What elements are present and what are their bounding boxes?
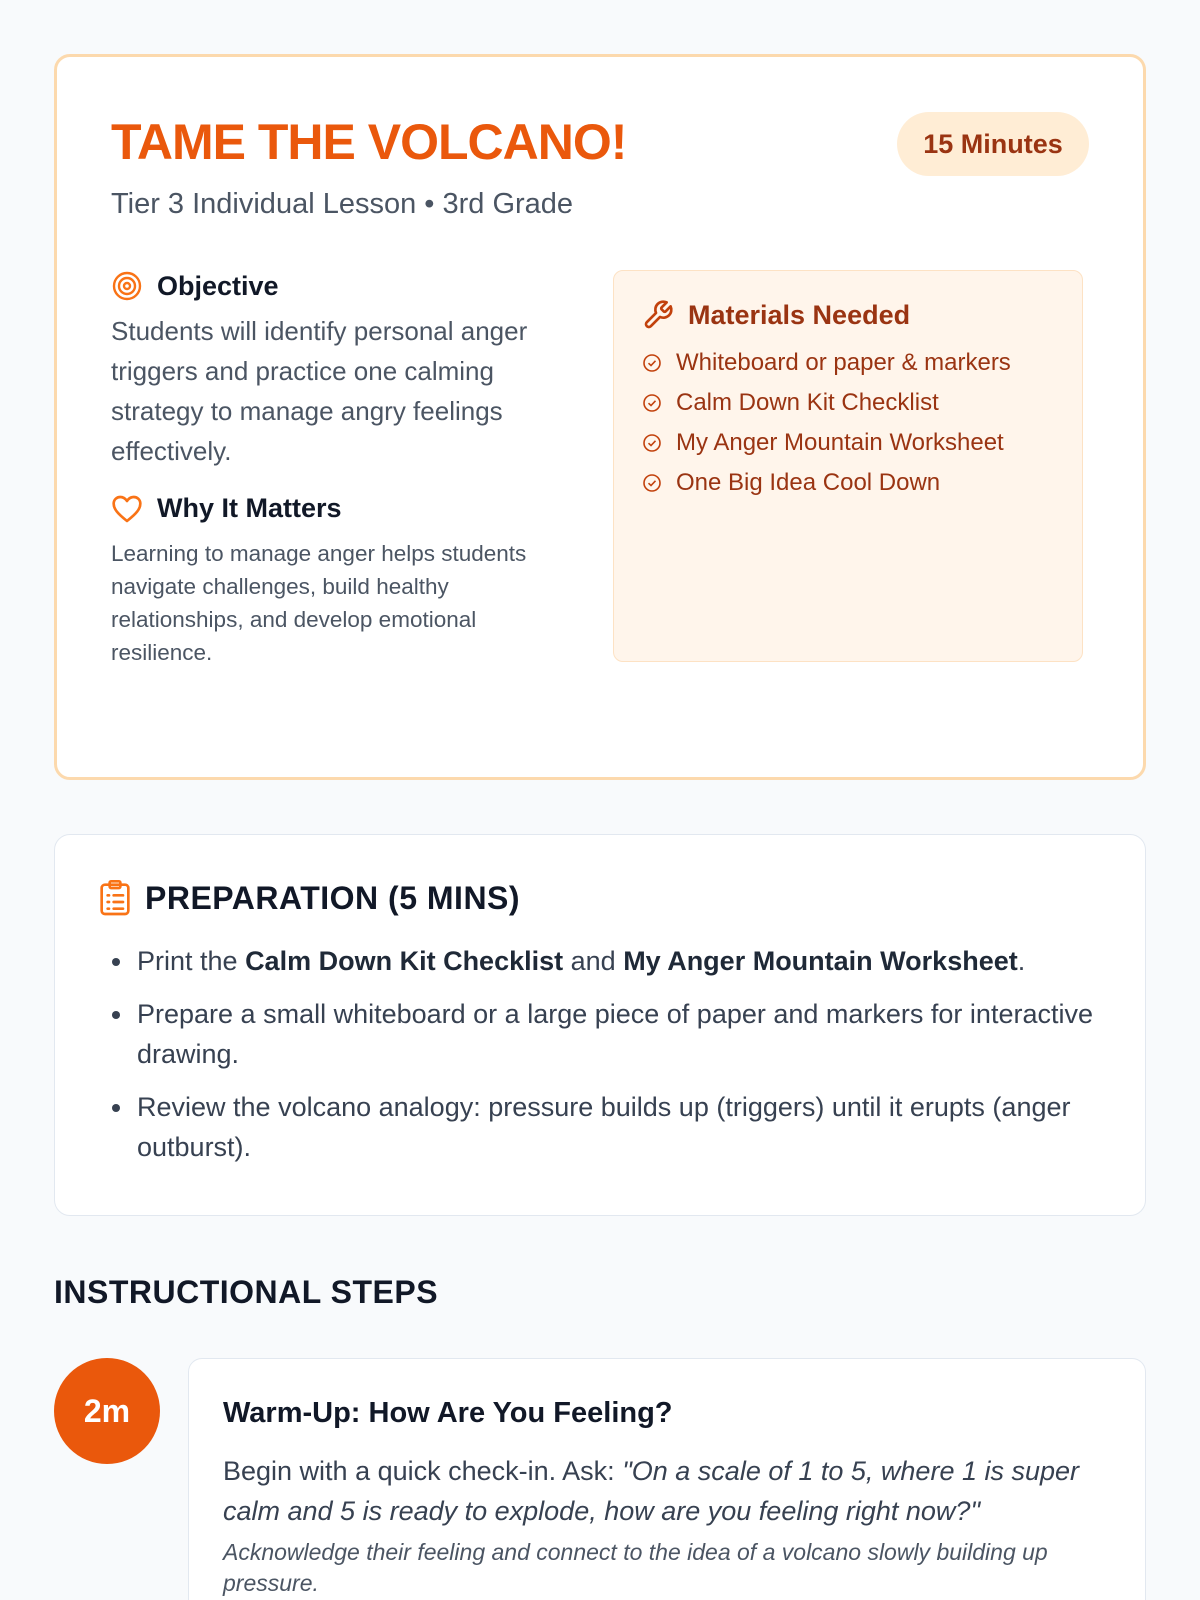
- prep-bold-checklist: Calm Down Kit Checklist: [245, 946, 564, 976]
- materials-item-label: One Big Idea Cool Down: [676, 469, 941, 496]
- target-icon: [111, 270, 143, 302]
- materials-panel: [613, 270, 1083, 662]
- preparation-label: PREPARATION (5 MINS): [145, 879, 521, 916]
- step-title: Warm-Up: How Are You Feeling?: [223, 1397, 673, 1429]
- step-note: Acknowledge their feeling and connect to the idea of a volcano slowly building up pressure.: [223, 1539, 1048, 1596]
- step-intro: Begin with a quick check-in. Ask:: [223, 1456, 623, 1486]
- step-time-badge: 2m: [54, 1358, 160, 1464]
- prep-text: .: [1017, 946, 1026, 976]
- lesson-header-card: [54, 54, 1146, 780]
- why-label: Why It Matters: [157, 493, 342, 523]
- lesson-title: TAME THE VOLCANO!: [111, 114, 627, 170]
- materials-item-label: Calm Down Kit Checklist: [676, 389, 939, 416]
- materials-item: [642, 343, 1054, 383]
- check-circle-icon: [642, 433, 662, 453]
- objective-heading: [111, 270, 279, 302]
- check-circle-icon: [642, 473, 662, 493]
- wrench-icon: [642, 299, 674, 331]
- clipboard-list-icon: [99, 879, 131, 917]
- step-card: [188, 1358, 1146, 1600]
- materials-label: Materials Needed: [688, 299, 911, 330]
- instructional-steps-heading: INSTRUCTIONAL STEPS: [54, 1274, 439, 1310]
- materials-item-label: Whiteboard or paper & markers: [676, 349, 1011, 376]
- step-quote: "On a scale of 1 to 5, where 1 is super calm and 5 is ready to explode, how are you feeling right now?": [223, 1456, 1080, 1526]
- heart-icon: [111, 494, 143, 524]
- why-text: Learning to manage anger helps students navigate challenges, build healthy relationships, and develop emotional resilience.: [111, 541, 527, 665]
- check-circle-icon: [642, 393, 662, 413]
- lesson-subtitle: Tier 3 Individual Lesson • 3rd Grade: [111, 188, 574, 220]
- preparation-heading: [99, 879, 520, 917]
- preparation-item: • Prepare a small whiteboard or a large piece of paper and markers for interactive drawing.: [135, 994, 1095, 1074]
- materials-list: [642, 343, 1054, 503]
- preparation-item: [135, 941, 1095, 981]
- duration-badge: 15 Minutes: [897, 112, 1089, 176]
- preparation-list: [135, 941, 1095, 1180]
- objective-text: Students will identify personal anger triggers and practice one calming strategy to manage angry feelings effectively.: [111, 316, 528, 466]
- prep-text: Print the: [137, 946, 246, 976]
- why-heading: [111, 493, 342, 524]
- materials-heading: [642, 299, 1054, 331]
- check-circle-icon: [642, 353, 662, 373]
- materials-item: [642, 383, 1054, 423]
- preparation-card: [54, 834, 1146, 1216]
- prep-text: and: [563, 946, 624, 976]
- materials-item: [642, 463, 1054, 503]
- step-text: [223, 1451, 1113, 1531]
- objective-label: Objective: [157, 270, 279, 301]
- materials-item-label: My Anger Mountain Worksheet: [676, 429, 1004, 456]
- materials-item: [642, 423, 1054, 463]
- prep-bold-worksheet: My Anger Mountain Worksheet: [623, 946, 1018, 976]
- preparation-item: • Review the volcano analogy: pressure builds up (triggers) until it erupts (anger outburst).: [135, 1087, 1095, 1167]
